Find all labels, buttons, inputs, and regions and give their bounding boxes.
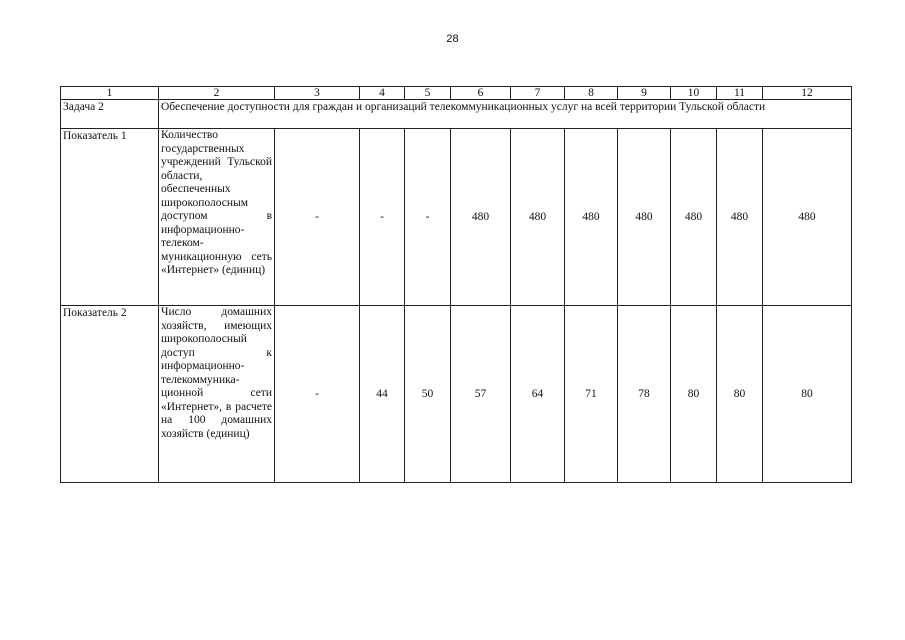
indicator-value: 44 <box>360 306 405 483</box>
indicator-value: 480 <box>511 129 565 306</box>
indicator-value: 78 <box>618 306 671 483</box>
task-row <box>61 100 852 129</box>
column-number: 4 <box>360 87 405 100</box>
indicator-value: 50 <box>405 306 451 483</box>
indicator-row <box>61 129 852 306</box>
column-number: 3 <box>275 87 360 100</box>
indicator-value: 480 <box>763 129 852 306</box>
indicator-description: Количество государственных учреждений Тульской области, обеспеченных широкополосным доступом в информационно-телеком-муникационную сеть «Интернет» (единиц) <box>159 129 275 306</box>
indicator-label: Показатель 2 <box>61 306 159 483</box>
task-label: Задача 2 <box>61 100 159 129</box>
column-number: 12 <box>763 87 852 100</box>
column-number: 2 <box>159 87 275 100</box>
column-number: 10 <box>671 87 717 100</box>
indicator-row <box>61 306 852 483</box>
indicator-value: 480 <box>565 129 618 306</box>
indicator-label: Показатель 1 <box>61 129 159 306</box>
page-number: 28 <box>446 33 459 45</box>
column-number: 8 <box>565 87 618 100</box>
indicator-table <box>60 86 852 483</box>
indicator-value: 64 <box>511 306 565 483</box>
indicator-value: 480 <box>671 129 717 306</box>
column-number: 5 <box>405 87 451 100</box>
column-number: 7 <box>511 87 565 100</box>
indicator-description: Число домашних хозяйств, имеющих широкополосный доступ к информационно-телекоммуника-ционной сети «Интернет», в расчете на 100 домашних хозяйств (единиц) <box>159 306 275 483</box>
column-number: 11 <box>717 87 763 100</box>
indicator-value: 57 <box>451 306 511 483</box>
indicator-value: 80 <box>717 306 763 483</box>
column-number-row <box>61 87 852 100</box>
indicator-value: - <box>360 129 405 306</box>
indicator-value: 80 <box>763 306 852 483</box>
indicator-value: 80 <box>671 306 717 483</box>
indicator-value: 480 <box>717 129 763 306</box>
column-number: 9 <box>618 87 671 100</box>
column-number: 6 <box>451 87 511 100</box>
indicator-value: - <box>405 129 451 306</box>
column-number: 1 <box>61 87 159 100</box>
indicator-value: - <box>275 129 360 306</box>
indicator-value: 480 <box>451 129 511 306</box>
task-text: Обеспечение доступности для граждан и организаций телекоммуникационных услуг на всей территории Тульской области <box>159 100 852 129</box>
indicator-value: 71 <box>565 306 618 483</box>
indicator-value: - <box>275 306 360 483</box>
indicator-value: 480 <box>618 129 671 306</box>
